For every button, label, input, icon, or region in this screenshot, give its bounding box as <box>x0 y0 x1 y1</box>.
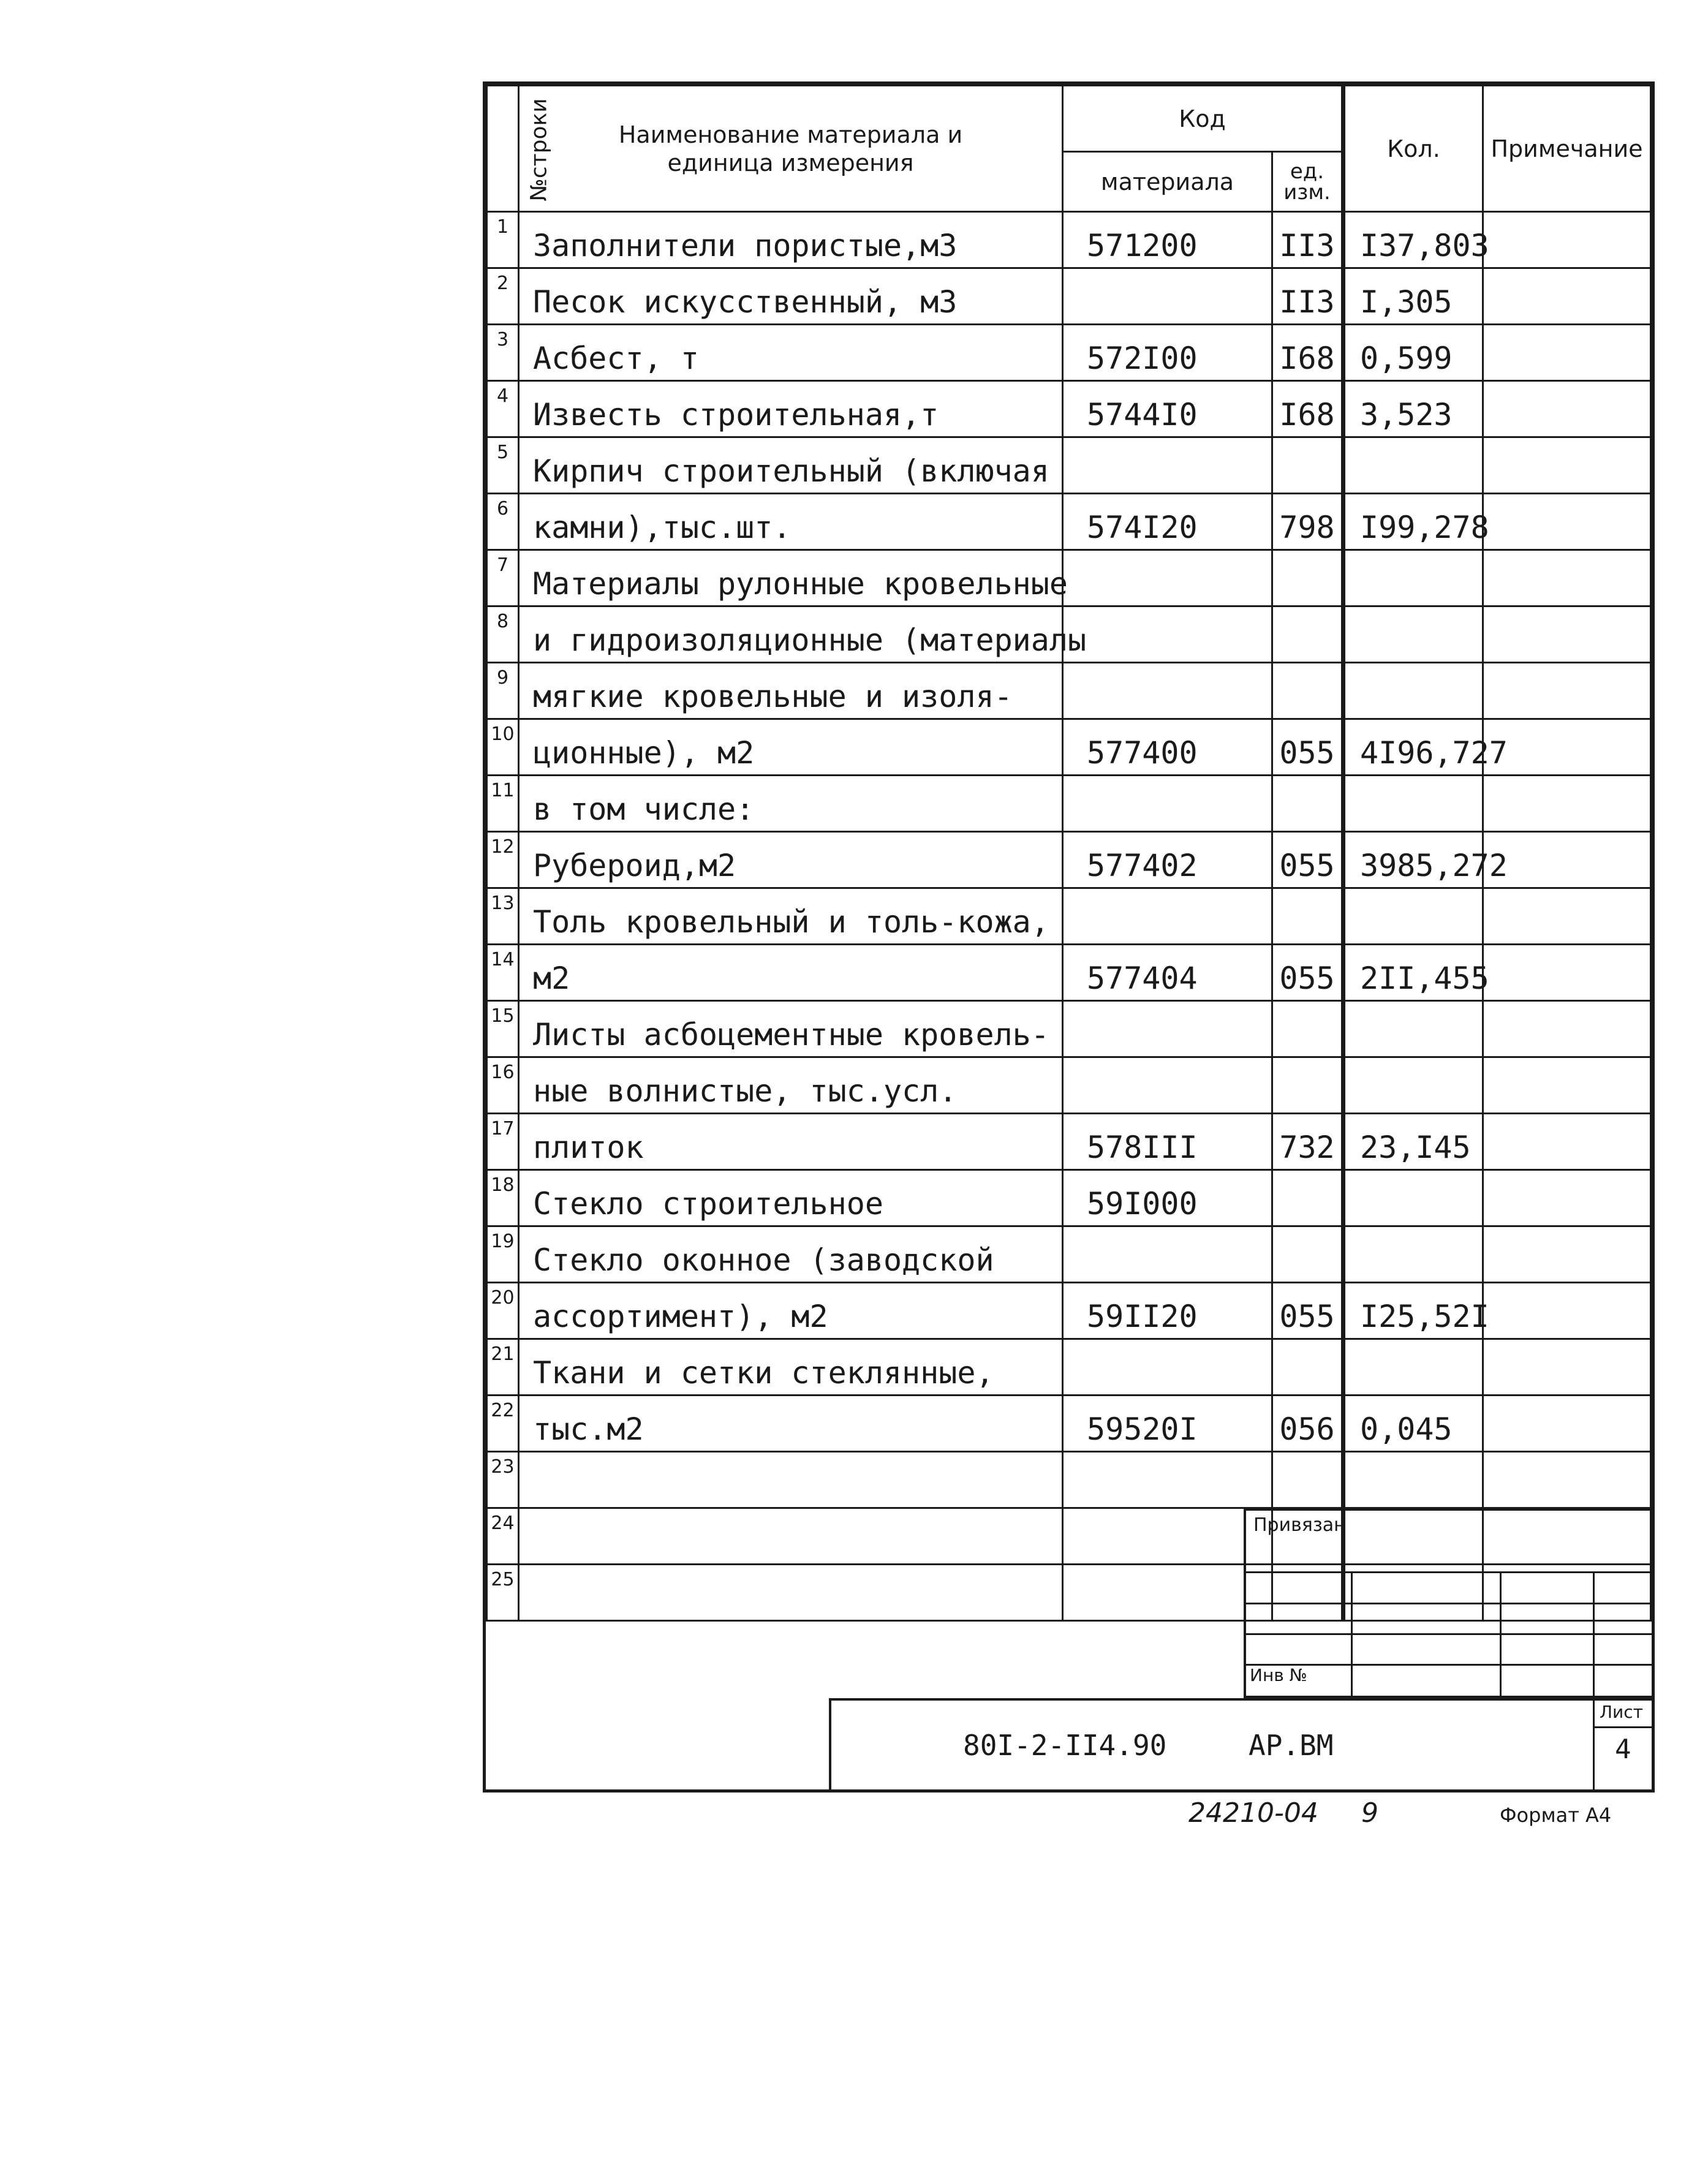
material-code <box>1063 268 1272 325</box>
unit-code: 055 <box>1272 719 1343 776</box>
quantity <box>1343 550 1483 606</box>
quantity <box>1343 606 1483 663</box>
quantity <box>1343 1226 1483 1283</box>
stamp-line <box>1351 1571 1353 1698</box>
material-code: 59520I <box>1063 1396 1272 1452</box>
note <box>1483 1226 1651 1283</box>
table-row <box>487 212 1651 268</box>
table-row <box>487 268 1651 325</box>
handwritten-number: 24210-04 <box>1188 1797 1318 1829</box>
material-code <box>1063 550 1272 606</box>
table-row <box>487 1283 1651 1339</box>
stamp-line <box>1500 1571 1502 1698</box>
material-code: 572I00 <box>1063 325 1272 381</box>
table-row <box>487 719 1651 776</box>
table-row <box>487 606 1651 663</box>
unit-code <box>1272 1339 1343 1396</box>
material-code: 577400 <box>1063 719 1272 776</box>
material-name: тыс.м2 <box>519 1396 1063 1452</box>
handwritten-sheet: 9 <box>1361 1797 1378 1829</box>
note <box>1483 494 1651 550</box>
row-number: 14 <box>487 945 519 1001</box>
material-name: ассортимент), м2 <box>519 1283 1063 1339</box>
row-number: 19 <box>487 1226 519 1283</box>
material-code: 577404 <box>1063 945 1272 1001</box>
note <box>1483 437 1651 494</box>
material-name: Материалы рулонные кровельные <box>519 550 1063 606</box>
material-code <box>1063 888 1272 945</box>
table-row <box>487 1452 1651 1508</box>
quantity: I,305 <box>1343 268 1483 325</box>
doc-code: 80I-2-II4.90 <box>963 1729 1167 1762</box>
header-code-unit: ед. изм. <box>1272 152 1343 212</box>
table-row <box>487 1114 1651 1170</box>
unit-code <box>1272 550 1343 606</box>
material-code <box>1063 437 1272 494</box>
note <box>1483 381 1651 437</box>
material-name: ционные), м2 <box>519 719 1063 776</box>
unit-code: 732 <box>1272 1114 1343 1170</box>
note <box>1483 663 1651 719</box>
material-name: Кирпич строительный (включая <box>519 437 1063 494</box>
material-name: камни),тыс.шт. <box>519 494 1063 550</box>
note <box>1483 1170 1651 1226</box>
row-number: 18 <box>487 1170 519 1226</box>
material-name: Песок искусственный, м3 <box>519 268 1063 325</box>
material-code <box>1063 1226 1272 1283</box>
quantity: 3,523 <box>1343 381 1483 437</box>
material-code: 59I000 <box>1063 1170 1272 1226</box>
table-row <box>487 381 1651 437</box>
note <box>1483 1283 1651 1339</box>
row-number: 3 <box>487 325 519 381</box>
row-number: 8 <box>487 606 519 663</box>
material-name: Асбест, т <box>519 325 1063 381</box>
quantity: 2II,455 <box>1343 945 1483 1001</box>
quantity <box>1343 1170 1483 1226</box>
unit-code: II3 <box>1272 212 1343 268</box>
quantity: 0,045 <box>1343 1396 1483 1452</box>
quantity: 0,599 <box>1343 325 1483 381</box>
quantity <box>1343 888 1483 945</box>
sheet-number: 4 <box>1615 1734 1631 1765</box>
material-code: 571200 <box>1063 212 1272 268</box>
format-label: Формат А4 <box>1500 1804 1612 1827</box>
table-row <box>487 1396 1651 1452</box>
note <box>1483 268 1651 325</box>
row-number: 22 <box>487 1396 519 1452</box>
material-name: и гидроизоляционные (материалы <box>519 606 1063 663</box>
material-name: мягкие кровельные и изоля- <box>519 663 1063 719</box>
row-number: 15 <box>487 1001 519 1057</box>
material-name <box>519 1508 1063 1565</box>
note <box>1483 1452 1651 1508</box>
inv-no-label: Инв № <box>1250 1665 1307 1685</box>
note <box>1483 1396 1651 1452</box>
row-number: 25 <box>487 1565 519 1621</box>
material-name: в том числе: <box>519 776 1063 832</box>
material-code: 574I20 <box>1063 494 1272 550</box>
quantity <box>1343 1452 1483 1508</box>
quantity <box>1343 1339 1483 1396</box>
header-name: Наименование материала и единица измерения <box>519 86 1063 212</box>
material-code: 578III <box>1063 1114 1272 1170</box>
unit-code <box>1272 1170 1343 1226</box>
material-code <box>1063 1565 1272 1621</box>
row-number: 4 <box>487 381 519 437</box>
note <box>1483 1001 1651 1057</box>
material-code <box>1063 1452 1272 1508</box>
table-row <box>487 1339 1651 1396</box>
material-code <box>1063 1057 1272 1114</box>
note <box>1483 719 1651 776</box>
unit-code: I68 <box>1272 325 1343 381</box>
unit-code <box>1272 888 1343 945</box>
title-divider <box>1593 1698 1595 1792</box>
row-number: 21 <box>487 1339 519 1396</box>
row-number: 20 <box>487 1283 519 1339</box>
table-row <box>487 1057 1651 1114</box>
unit-code: 055 <box>1272 945 1343 1001</box>
table-row <box>487 494 1651 550</box>
table-row <box>487 888 1651 945</box>
row-number: 9 <box>487 663 519 719</box>
note <box>1483 1114 1651 1170</box>
note <box>1483 832 1651 888</box>
privyazan-label: Привязан <box>1253 1514 1346 1536</box>
quantity <box>1343 776 1483 832</box>
table-body <box>487 212 1651 1621</box>
unit-code <box>1272 776 1343 832</box>
note <box>1483 606 1651 663</box>
material-name: м2 <box>519 945 1063 1001</box>
material-code: 59II20 <box>1063 1283 1272 1339</box>
table-row <box>487 1170 1651 1226</box>
row-number: 1 <box>487 212 519 268</box>
row-number: 12 <box>487 832 519 888</box>
header-note: Примечание <box>1483 86 1651 212</box>
material-name: Рубероид,м2 <box>519 832 1063 888</box>
row-number: 11 <box>487 776 519 832</box>
material-name <box>519 1452 1063 1508</box>
quantity <box>1343 1001 1483 1057</box>
material-name: Ткани и сетки стеклянные, <box>519 1339 1063 1396</box>
row-number: 16 <box>487 1057 519 1114</box>
material-code <box>1063 1508 1272 1565</box>
note <box>1483 888 1651 945</box>
unit-code <box>1272 1057 1343 1114</box>
quantity <box>1343 1057 1483 1114</box>
unit-code <box>1272 1226 1343 1283</box>
unit-code: 056 <box>1272 1396 1343 1452</box>
materials-table <box>486 85 1652 1622</box>
material-name: Толь кровельный и толь-кожа, <box>519 888 1063 945</box>
note <box>1483 1339 1651 1396</box>
quantity: 3985,272 <box>1343 832 1483 888</box>
header-code-material: материала <box>1063 152 1272 212</box>
header-row-no: №строки <box>487 86 519 212</box>
row-number: 7 <box>487 550 519 606</box>
row-number: 6 <box>487 494 519 550</box>
table-row <box>487 1001 1651 1057</box>
unit-code: 055 <box>1272 1283 1343 1339</box>
quantity: 4I96,727 <box>1343 719 1483 776</box>
material-code <box>1063 1339 1272 1396</box>
material-name: ные волнистые, тыс.усл. <box>519 1057 1063 1114</box>
material-code: 5744I0 <box>1063 381 1272 437</box>
quantity <box>1343 663 1483 719</box>
table-row <box>487 325 1651 381</box>
unit-code <box>1272 663 1343 719</box>
quantity: I99,278 <box>1343 494 1483 550</box>
material-code: 577402 <box>1063 832 1272 888</box>
unit-code: I68 <box>1272 381 1343 437</box>
note <box>1483 325 1651 381</box>
sheet-label: Лист <box>1600 1702 1643 1722</box>
unit-code <box>1272 1001 1343 1057</box>
table-row <box>487 832 1651 888</box>
row-number: 2 <box>487 268 519 325</box>
unit-code: II3 <box>1272 268 1343 325</box>
material-code <box>1063 1001 1272 1057</box>
doc-section: АР.ВМ <box>1249 1729 1334 1762</box>
table-row <box>487 945 1651 1001</box>
material-code <box>1063 606 1272 663</box>
stamp-line <box>1593 1571 1595 1698</box>
row-number: 5 <box>487 437 519 494</box>
material-name: Заполнители пористые,м3 <box>519 212 1063 268</box>
quantity: I25,52I <box>1343 1283 1483 1339</box>
note <box>1483 550 1651 606</box>
table-row <box>487 663 1651 719</box>
material-name: Листы асбоцементные кровель- <box>519 1001 1063 1057</box>
unit-code <box>1272 1452 1343 1508</box>
header-code: Код <box>1063 86 1343 152</box>
material-name: плиток <box>519 1114 1063 1170</box>
unit-code <box>1272 606 1343 663</box>
note <box>1483 212 1651 268</box>
note <box>1483 945 1651 1001</box>
quantity <box>1343 437 1483 494</box>
table-row <box>487 550 1651 606</box>
row-number: 17 <box>487 1114 519 1170</box>
material-code <box>1063 663 1272 719</box>
unit-code <box>1272 437 1343 494</box>
table-row <box>487 1226 1651 1283</box>
row-number: 13 <box>487 888 519 945</box>
material-name: Стекло строительное <box>519 1170 1063 1226</box>
row-number: 23 <box>487 1452 519 1508</box>
row-number: 24 <box>487 1508 519 1565</box>
quantity: I37,803 <box>1343 212 1483 268</box>
material-code <box>1063 776 1272 832</box>
note <box>1483 1057 1651 1114</box>
table-row <box>487 437 1651 494</box>
material-name <box>519 1565 1063 1621</box>
quantity: 23,I45 <box>1343 1114 1483 1170</box>
row-number: 10 <box>487 719 519 776</box>
title-block <box>829 1698 1655 1792</box>
unit-code: 055 <box>1272 832 1343 888</box>
unit-code: 798 <box>1272 494 1343 550</box>
header-qty: Кол. <box>1343 86 1483 212</box>
material-name: Известь строительная,т <box>519 381 1063 437</box>
table-row <box>487 776 1651 832</box>
note <box>1483 776 1651 832</box>
material-name: Стекло оконное (заводской <box>519 1226 1063 1283</box>
title-divider <box>1593 1726 1655 1728</box>
